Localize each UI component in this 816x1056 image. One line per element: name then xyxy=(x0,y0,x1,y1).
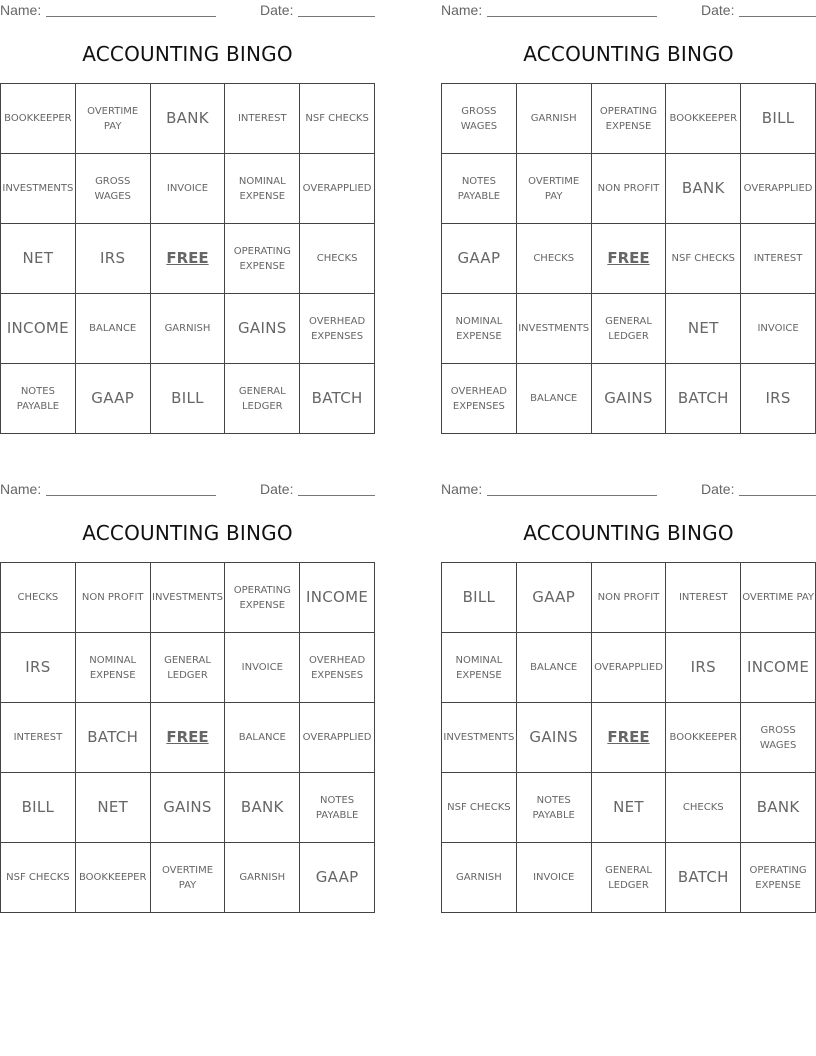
bingo-grid xyxy=(0,83,375,434)
bingo-cell: BILL xyxy=(741,84,816,154)
bingo-card-3 xyxy=(0,479,375,911)
bingo-cell: INVESTMENTS xyxy=(151,563,226,633)
card-header xyxy=(0,0,375,20)
date-line xyxy=(739,16,816,17)
bingo-cell: GAINS xyxy=(151,773,226,843)
bingo-cell: INCOME xyxy=(1,294,76,364)
bingo-cell: BANK xyxy=(225,773,300,843)
bingo-cell: OVERAPPLIED xyxy=(741,154,816,224)
bingo-cell: GROSS WAGES xyxy=(741,703,816,773)
bingo-cell: IRS xyxy=(1,633,76,703)
bingo-cell: GENERAL LEDGER xyxy=(151,633,226,703)
bingo-cell: NOTES PAYABLE xyxy=(300,773,375,843)
card-header xyxy=(0,479,375,499)
bingo-grid xyxy=(0,562,375,913)
bingo-cell: OVERHEAD EXPENSES xyxy=(300,633,375,703)
free-space-cell: FREE xyxy=(592,224,667,294)
bingo-cell: NOMINAL EXPENSE xyxy=(76,633,151,703)
bingo-cell: BANK xyxy=(741,773,816,843)
bingo-cell: IRS xyxy=(666,633,741,703)
bingo-cell: IRS xyxy=(76,224,151,294)
bingo-cell: NET xyxy=(666,294,741,364)
bingo-cell: BANK xyxy=(151,84,226,154)
bingo-grid xyxy=(441,83,816,434)
bingo-cell: BATCH xyxy=(666,364,741,434)
bingo-cell: BILL xyxy=(151,364,226,434)
free-space-cell: FREE xyxy=(592,703,667,773)
bingo-cell: NSF CHECKS xyxy=(1,843,76,913)
bingo-cell: OPERATING EXPENSE xyxy=(592,84,667,154)
bingo-cell: NET xyxy=(76,773,151,843)
name-line xyxy=(487,16,657,17)
bingo-cell: INVESTMENTS xyxy=(442,703,517,773)
bingo-cell: BALANCE xyxy=(225,703,300,773)
card-title: ACCOUNTING BINGO xyxy=(82,521,293,545)
bingo-cell: GAAP xyxy=(442,224,517,294)
bingo-cell: NOMINAL EXPENSE xyxy=(442,294,517,364)
bingo-card-2 xyxy=(441,0,816,432)
bingo-cell: INVOICE xyxy=(151,154,226,224)
bingo-cell: INTEREST xyxy=(666,563,741,633)
bingo-cell: NON PROFIT xyxy=(76,563,151,633)
card-title: ACCOUNTING BINGO xyxy=(82,42,293,66)
bingo-cell: GARNISH xyxy=(225,843,300,913)
bingo-cell: GAINS xyxy=(592,364,667,434)
bingo-card-4 xyxy=(441,479,816,911)
bingo-cell: CHECKS xyxy=(300,224,375,294)
bingo-cell: NSF CHECKS xyxy=(442,773,517,843)
bingo-cell: INVESTMENTS xyxy=(517,294,592,364)
bingo-cell: GAINS xyxy=(517,703,592,773)
bingo-cell: NET xyxy=(592,773,667,843)
bingo-cell: INVOICE xyxy=(517,843,592,913)
date-label: Date: xyxy=(260,481,294,497)
bingo-cell: BANK xyxy=(666,154,741,224)
bingo-cell: CHECKS xyxy=(517,224,592,294)
date-label: Date: xyxy=(701,481,735,497)
free-space-cell: FREE xyxy=(151,703,226,773)
bingo-cell: NON PROFIT xyxy=(592,563,667,633)
bingo-cell: NOTES PAYABLE xyxy=(442,154,517,224)
bingo-cell: IRS xyxy=(741,364,816,434)
bingo-cell: OVERAPPLIED xyxy=(592,633,667,703)
bingo-cell: BATCH xyxy=(666,843,741,913)
bingo-cell: GROSS WAGES xyxy=(76,154,151,224)
bingo-cell: GAAP xyxy=(300,843,375,913)
bingo-cell: OPERATING EXPENSE xyxy=(225,563,300,633)
bingo-cell: OVERTIME PAY xyxy=(741,563,816,633)
name-line xyxy=(46,495,216,496)
bingo-cell: INTEREST xyxy=(741,224,816,294)
bingo-cell: INVOICE xyxy=(225,633,300,703)
bingo-cell: GROSS WAGES xyxy=(442,84,517,154)
bingo-cell: BOOKKEEPER xyxy=(666,703,741,773)
card-title: ACCOUNTING BINGO xyxy=(523,42,734,66)
card-header xyxy=(441,479,816,499)
bingo-cell: OVERTIME PAY xyxy=(151,843,226,913)
bingo-cell: NOTES PAYABLE xyxy=(517,773,592,843)
name-line xyxy=(46,16,216,17)
bingo-cell: BOOKKEEPER xyxy=(1,84,76,154)
bingo-cell: GARNISH xyxy=(442,843,517,913)
bingo-cell: NON PROFIT xyxy=(592,154,667,224)
bingo-cell: GAAP xyxy=(76,364,151,434)
name-line xyxy=(487,495,657,496)
free-space-cell: FREE xyxy=(151,224,226,294)
bingo-cell: INCOME xyxy=(741,633,816,703)
card-header xyxy=(441,0,816,20)
bingo-cell: NOTES PAYABLE xyxy=(1,364,76,434)
name-label: Name: xyxy=(441,481,483,497)
card-title: ACCOUNTING BINGO xyxy=(523,521,734,545)
bingo-cell: GAAP xyxy=(517,563,592,633)
bingo-cell: NOMINAL EXPENSE xyxy=(225,154,300,224)
bingo-cell: NSF CHECKS xyxy=(666,224,741,294)
bingo-grid xyxy=(441,562,816,913)
bingo-cell: BILL xyxy=(1,773,76,843)
bingo-cell: BOOKKEEPER xyxy=(666,84,741,154)
bingo-cell: INVOICE xyxy=(741,294,816,364)
bingo-cell: BALANCE xyxy=(517,633,592,703)
bingo-cell: BILL xyxy=(442,563,517,633)
bingo-cell: INTEREST xyxy=(225,84,300,154)
bingo-cell: GENERAL LEDGER xyxy=(592,294,667,364)
bingo-cell: INCOME xyxy=(300,563,375,633)
name-label: Name: xyxy=(441,2,483,18)
bingo-cell: OVERHEAD EXPENSES xyxy=(442,364,517,434)
bingo-cell: CHECKS xyxy=(666,773,741,843)
bingo-cell: BATCH xyxy=(76,703,151,773)
date-line xyxy=(298,16,375,17)
bingo-cell: NET xyxy=(1,224,76,294)
bingo-cell: OVERTIME PAY xyxy=(517,154,592,224)
bingo-cell: GARNISH xyxy=(151,294,226,364)
bingo-cell: GAINS xyxy=(225,294,300,364)
bingo-cell: OVERHEAD EXPENSES xyxy=(300,294,375,364)
bingo-cell: OPERATING EXPENSE xyxy=(741,843,816,913)
date-line xyxy=(739,495,816,496)
name-label: Name: xyxy=(0,2,42,18)
date-label: Date: xyxy=(701,2,735,18)
bingo-cell: CHECKS xyxy=(1,563,76,633)
name-label: Name: xyxy=(0,481,42,497)
bingo-cell: INTEREST xyxy=(1,703,76,773)
bingo-cell: OVERAPPLIED xyxy=(300,154,375,224)
bingo-cell: OVERTIME PAY xyxy=(76,84,151,154)
bingo-cell: BATCH xyxy=(300,364,375,434)
bingo-cell: OVERAPPLIED xyxy=(300,703,375,773)
bingo-cell: GARNISH xyxy=(517,84,592,154)
bingo-cell: OPERATING EXPENSE xyxy=(225,224,300,294)
bingo-cell: BALANCE xyxy=(76,294,151,364)
bingo-cell: INVESTMENTS xyxy=(1,154,76,224)
bingo-card-1 xyxy=(0,0,375,432)
bingo-cell: NOMINAL EXPENSE xyxy=(442,633,517,703)
bingo-cell: GENERAL LEDGER xyxy=(592,843,667,913)
date-label: Date: xyxy=(260,2,294,18)
bingo-cell: BOOKKEEPER xyxy=(76,843,151,913)
bingo-cell: BALANCE xyxy=(517,364,592,434)
bingo-cell: GENERAL LEDGER xyxy=(225,364,300,434)
bingo-cell: NSF CHECKS xyxy=(300,84,375,154)
date-line xyxy=(298,495,375,496)
